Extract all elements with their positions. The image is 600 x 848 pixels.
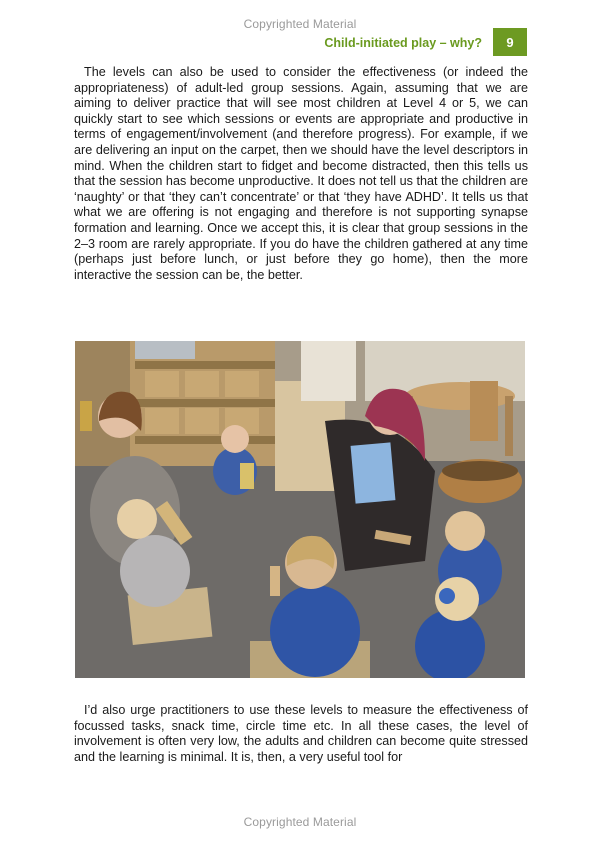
running-header-title: Child-initiated play – why? bbox=[324, 36, 482, 50]
copyright-watermark-top: Copyrighted Material bbox=[243, 17, 357, 31]
classroom-photo-illustration bbox=[75, 341, 525, 678]
body-paragraph-1: The levels can also be used to consider the effectiveness (or indeed the appropriateness) of adult-led group sessions. Again, assuming that we are aiming to deliver practice that will see most children at Level 4 or 5, we can quickly start to see which sessions or events are appropriate and productive in terms of engagement/involvement (and therefore progress). For example, if we are delivering an input on the carpet, then we should have the level descriptors in mind. When the children start to fidget and become distracted, then this tells us that the session has become unproductive. It does not tell us that the children are ‘naughty’ or that ‘they can’t concentrate’ or that ‘they have ADHD’. It tells us that what we are offering is not engaging and therefore is not supporting synapse formation and learning. Once we accept this, it is clear that group sessions in the 2–3 room are rarely appropriate. If you do have the children gathered at any time (perhaps just before lunch, or just before they go home), then the more interactive the session can be, the better. bbox=[74, 65, 528, 282]
classroom-photo bbox=[75, 341, 525, 678]
page-number-badge: 9 bbox=[493, 28, 527, 56]
body-paragraph-2: I’d also urge practitioners to use these levels to measure the effectiveness of focussed tasks, snack time, circle time etc. In all these cases, the level of involvement is often very low, the adults and children can become quite stressed and the learning is minimal. It is, then, a very useful tool for bbox=[74, 703, 528, 764]
copyright-watermark-bottom: Copyrighted Material bbox=[243, 815, 357, 829]
